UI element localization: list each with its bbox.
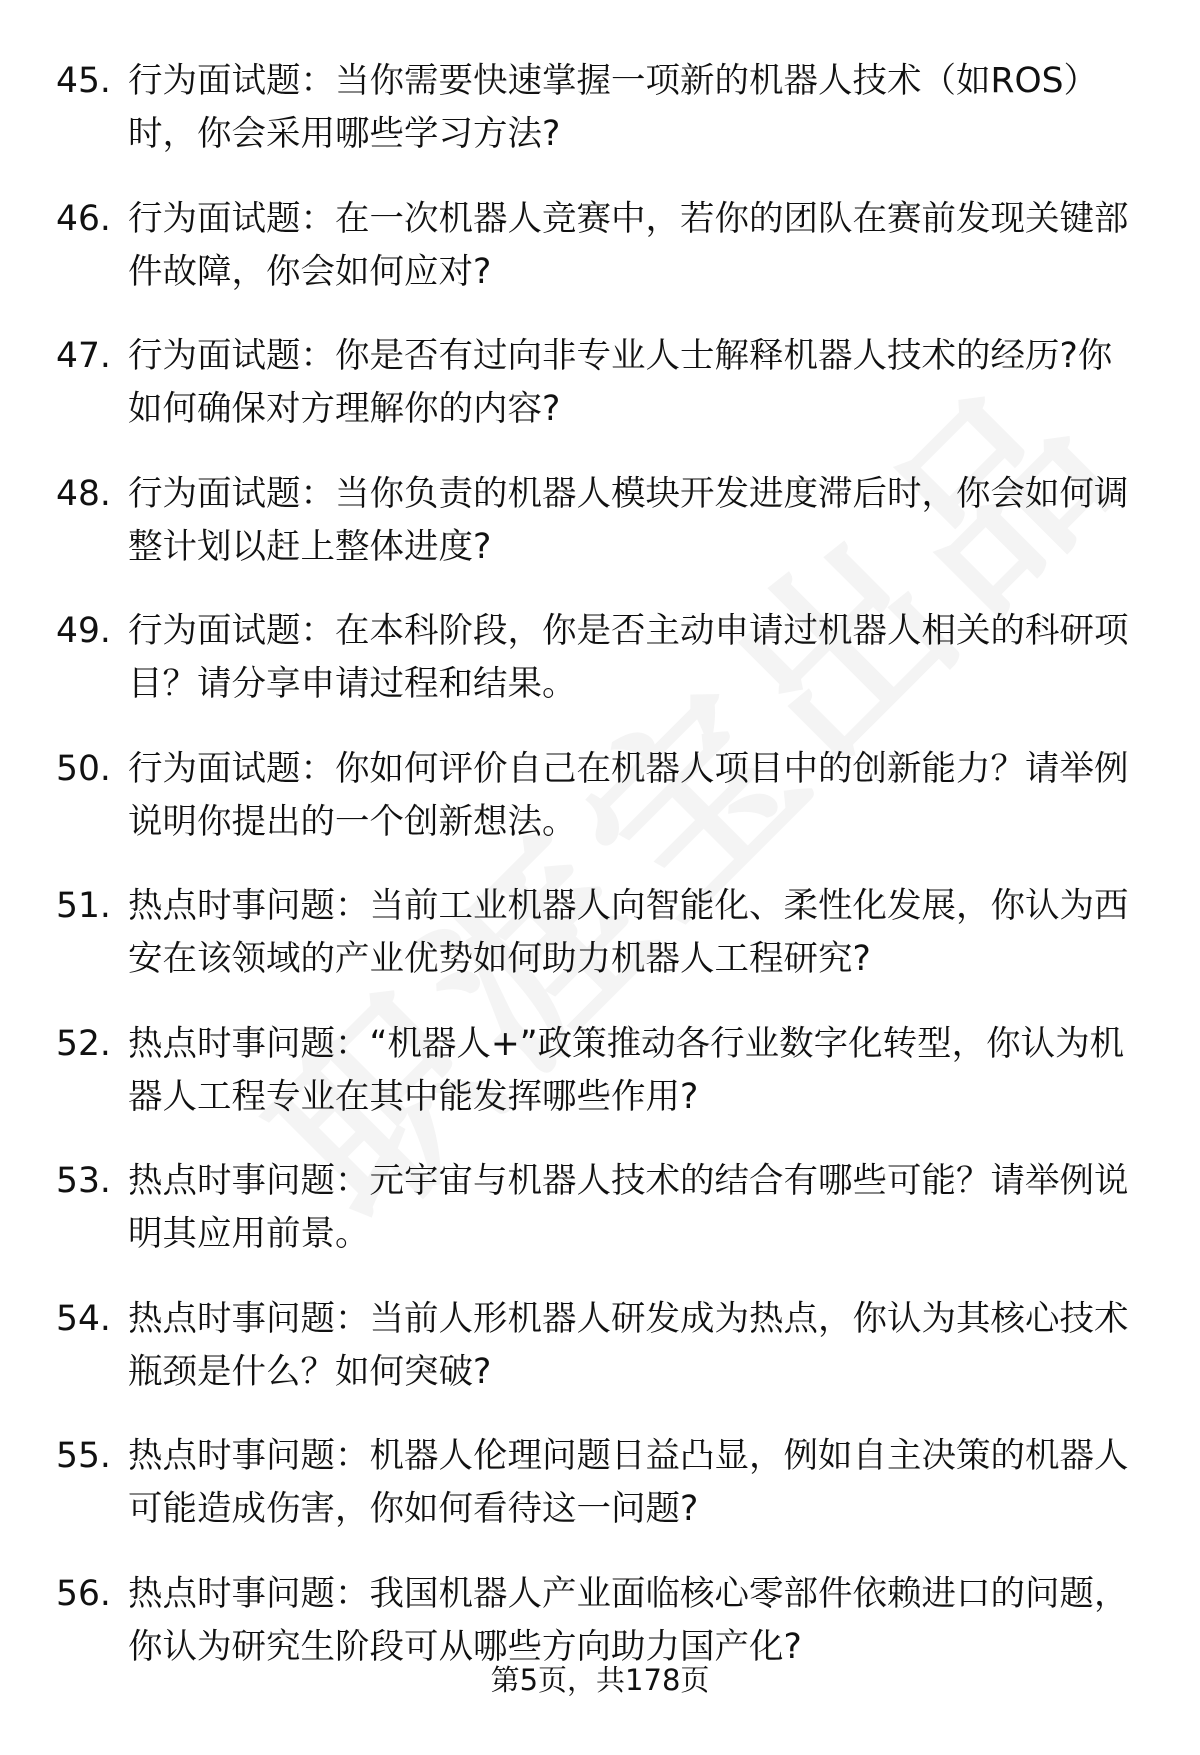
question-item xyxy=(56,468,1146,574)
question-item xyxy=(56,1293,1146,1399)
question-text: 行为面试题：你如何评价自己在机器人项目中的创新能力？请举例说明你提出的一个创新想法。 xyxy=(128,748,1129,842)
question-text: 热点时事问题：机器人伦理问题日益凸显，例如自主决策的机器人可能造成伤害，你如何看待这一问题? xyxy=(128,1436,1129,1529)
question-number: 50. xyxy=(56,748,111,789)
question-item xyxy=(56,605,1146,711)
question-item xyxy=(56,330,1146,436)
question-item xyxy=(56,55,1146,161)
question-text: 热点时事问题：我国机器人产业面临核心零部件依赖进口的问题，你认为研究生阶段可从哪些方向助力国产化? xyxy=(128,1573,1129,1667)
question-item xyxy=(56,1155,1146,1261)
question-number: 45. xyxy=(56,61,111,101)
question-text: 行为面试题：当你需要快速掌握一项新的机器人技术（如ROS）时，你会采用哪些学习方法? xyxy=(128,61,1099,154)
question-number: 56. xyxy=(56,1573,111,1614)
question-text: 热点时事问题：元宇宙与机器人技术的结合有哪些可能？请举例说明其应用前景。 xyxy=(128,1161,1129,1254)
question-text: 行为面试题：当你负责的机器人模块开发进度滞后时，你会如何调整计划以赶上整体进度? xyxy=(128,473,1129,567)
question-number: 51. xyxy=(56,886,111,926)
question-list xyxy=(56,55,1146,1705)
question-number: 55. xyxy=(56,1436,111,1476)
question-number: 52. xyxy=(56,1023,111,1064)
question-text: 热点时事问题：当前人形机器人研发成为热点，你认为其核心技术瓶颈是什么？如何突破? xyxy=(128,1298,1129,1392)
question-text: 行为面试题：在一次机器人竞赛中，若你的团队在赛前发现关键部件故障，你会如何应对? xyxy=(128,198,1129,292)
question-number: 53. xyxy=(56,1161,111,1201)
question-number: 54. xyxy=(56,1298,111,1339)
question-item xyxy=(56,1568,1146,1674)
question-text: 行为面试题：你是否有过向非专业人士解释机器人技术的经历?你如何确保对方理解你的内容? xyxy=(128,336,1113,429)
question-item xyxy=(56,1430,1146,1536)
question-text: 热点时事问题：当前工业机器人向智能化、柔性化发展，你认为西安在该领域的产业优势如何助力机器人工程研究? xyxy=(128,886,1129,979)
question-number: 47. xyxy=(56,336,111,376)
question-item xyxy=(56,1018,1146,1124)
question-item xyxy=(56,880,1146,986)
page-number-footer: 第5页，共178页 xyxy=(490,1663,710,1697)
question-item xyxy=(56,193,1146,299)
question-number: 49. xyxy=(56,611,111,651)
question-item xyxy=(56,743,1146,849)
question-text: 热点时事问题：“机器人+”政策推动各行业数字化转型，你认为机器人工程专业在其中能发挥哪些作用? xyxy=(128,1023,1125,1117)
question-number: 48. xyxy=(56,473,111,514)
question-number: 46. xyxy=(56,198,111,239)
question-text: 行为面试题：在本科阶段，你是否主动申请过机器人相关的科研项目？请分享申请过程和结果。 xyxy=(128,611,1129,704)
